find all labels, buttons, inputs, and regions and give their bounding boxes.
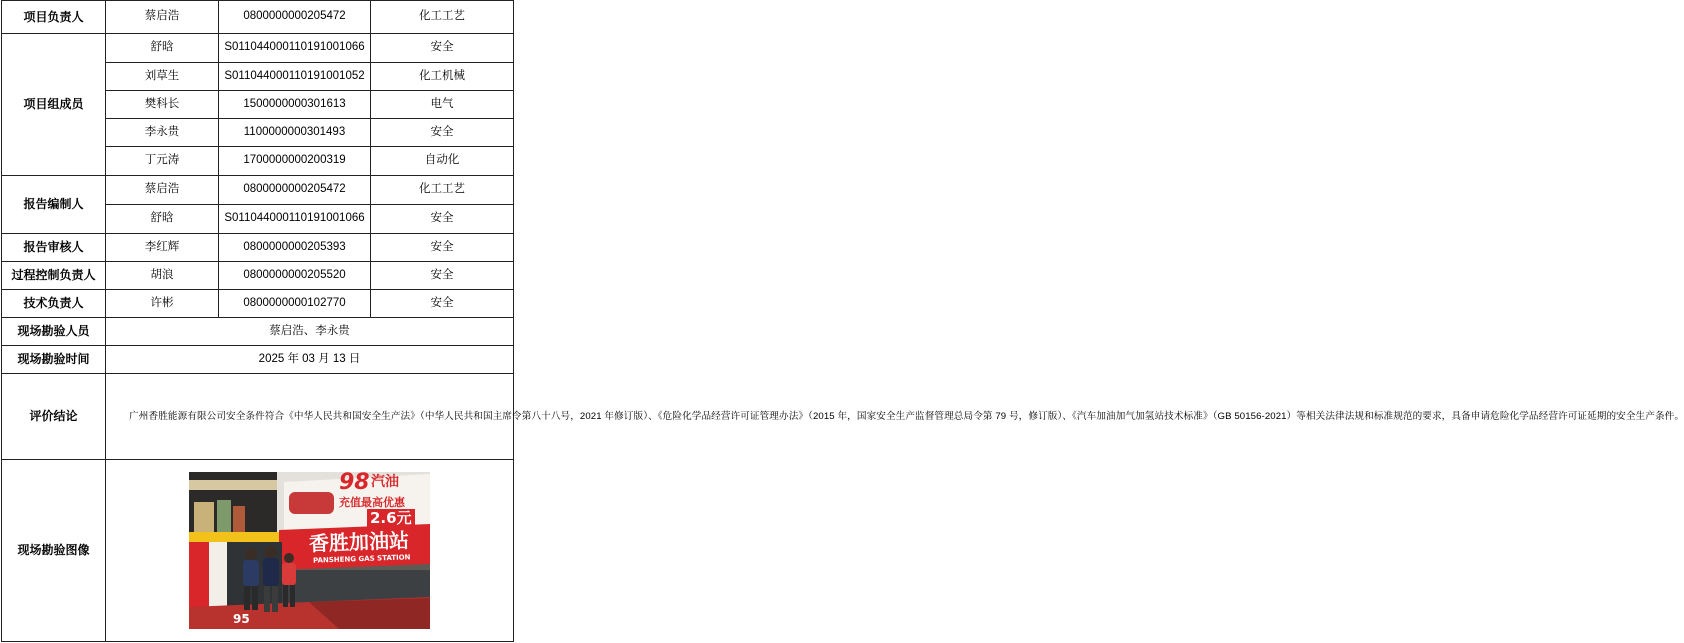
site-staff-value: 蔡启浩、李永贵 [106, 318, 514, 346]
ad-number: 98 [339, 470, 370, 495]
code-cell: 1500000000301613 [219, 91, 371, 119]
label-site-image: 现场勘验图像 [2, 460, 106, 642]
name-cell: 舒晗 [106, 34, 219, 63]
name-cell: 蔡启浩 [106, 176, 219, 205]
ad-line2: 充值最高优惠 [339, 496, 405, 509]
ad-line1: 汽油 [371, 474, 399, 490]
name-cell: 舒晗 [106, 205, 219, 234]
label-reviewer: 报告审核人 [2, 234, 106, 262]
row-process-control [2, 262, 514, 290]
label-site-staff: 现场勘验人员 [2, 318, 106, 346]
code-cell: 1100000000301493 [219, 119, 371, 147]
row-reviewer [2, 234, 514, 262]
ground-number: 95 [233, 612, 250, 626]
row-member [2, 34, 514, 63]
conclusion-paragraph: 广州香胜能源有限公司安全条件符合《中华人民共和国安全生产法》（中华人民共和国主席令第八十八号，2021 年修订版）、《危险化学品经营许可证管理办法》（2015 年，国家安全生产监督管理总局令第 79 号，修订版）、《汽车加油加气加氢站技术标准》（GB 50156-2021）等相关法律法规和标准规范的要求，具备申请危险化学品经营许可证延期的安全生产条件。 [129, 410, 1684, 422]
code-cell: S011044000110191001052 [219, 63, 371, 91]
code-cell: 0800000000102770 [219, 290, 371, 318]
name-cell: 蔡启浩 [106, 1, 219, 34]
name-cell: 李永贵 [106, 119, 219, 147]
label-site-time: 现场勘验时间 [2, 346, 106, 374]
specialty-cell: 化工工艺 [371, 1, 514, 34]
specialty-cell: 安全 [371, 234, 514, 262]
specialty-cell: 化工机械 [371, 63, 514, 91]
conclusion-text [106, 374, 1684, 460]
row-project-manager [2, 1, 514, 34]
code-cell: 0800000000205472 [219, 1, 371, 34]
code-cell: 0800000000205472 [219, 176, 371, 205]
ad-price: 2.6元 [367, 509, 415, 527]
code-cell: 0800000000205393 [219, 234, 371, 262]
row-site-image [2, 460, 514, 642]
label-process-control: 过程控制负责人 [2, 262, 106, 290]
specialty-cell: 安全 [371, 34, 514, 63]
label-project-members: 项目组成员 [2, 34, 106, 176]
code-cell: 0800000000205520 [219, 262, 371, 290]
sign-main: 香胜加油站 [308, 528, 410, 556]
specialty-cell: 自动化 [371, 147, 514, 176]
specialty-cell: 安全 [371, 262, 514, 290]
personnel-table [1, 0, 1684, 642]
name-cell: 许彬 [106, 290, 219, 318]
name-cell: 丁元涛 [106, 147, 219, 176]
code-cell: S011044000110191001066 [219, 34, 371, 63]
name-cell: 李红辉 [106, 234, 219, 262]
row-tech-lead [2, 290, 514, 318]
code-cell: S011044000110191001066 [219, 205, 371, 234]
label-report-authors: 报告编制人 [2, 176, 106, 234]
label-tech-lead: 技术负责人 [2, 290, 106, 318]
name-cell: 胡浪 [106, 262, 219, 290]
specialty-cell: 化工工艺 [371, 176, 514, 205]
specialty-cell: 电气 [371, 91, 514, 119]
name-cell: 刘草生 [106, 63, 219, 91]
site-photo [189, 472, 430, 629]
row-author [2, 176, 514, 205]
sign-sub: PANSHENG GAS STATION [312, 553, 411, 565]
specialty-cell: 安全 [371, 205, 514, 234]
specialty-cell: 安全 [371, 119, 514, 147]
row-site-time [2, 346, 514, 374]
specialty-cell: 安全 [371, 290, 514, 318]
code-cell: 1700000000200319 [219, 147, 371, 176]
row-conclusion [2, 374, 514, 460]
label-conclusion: 评价结论 [2, 374, 106, 460]
name-cell: 樊科长 [106, 91, 219, 119]
site-image-cell [106, 460, 514, 642]
site-time-value: 2025 年 03 月 13 日 [106, 346, 514, 374]
row-site-staff [2, 318, 514, 346]
label-project-manager: 项目负责人 [2, 1, 106, 34]
